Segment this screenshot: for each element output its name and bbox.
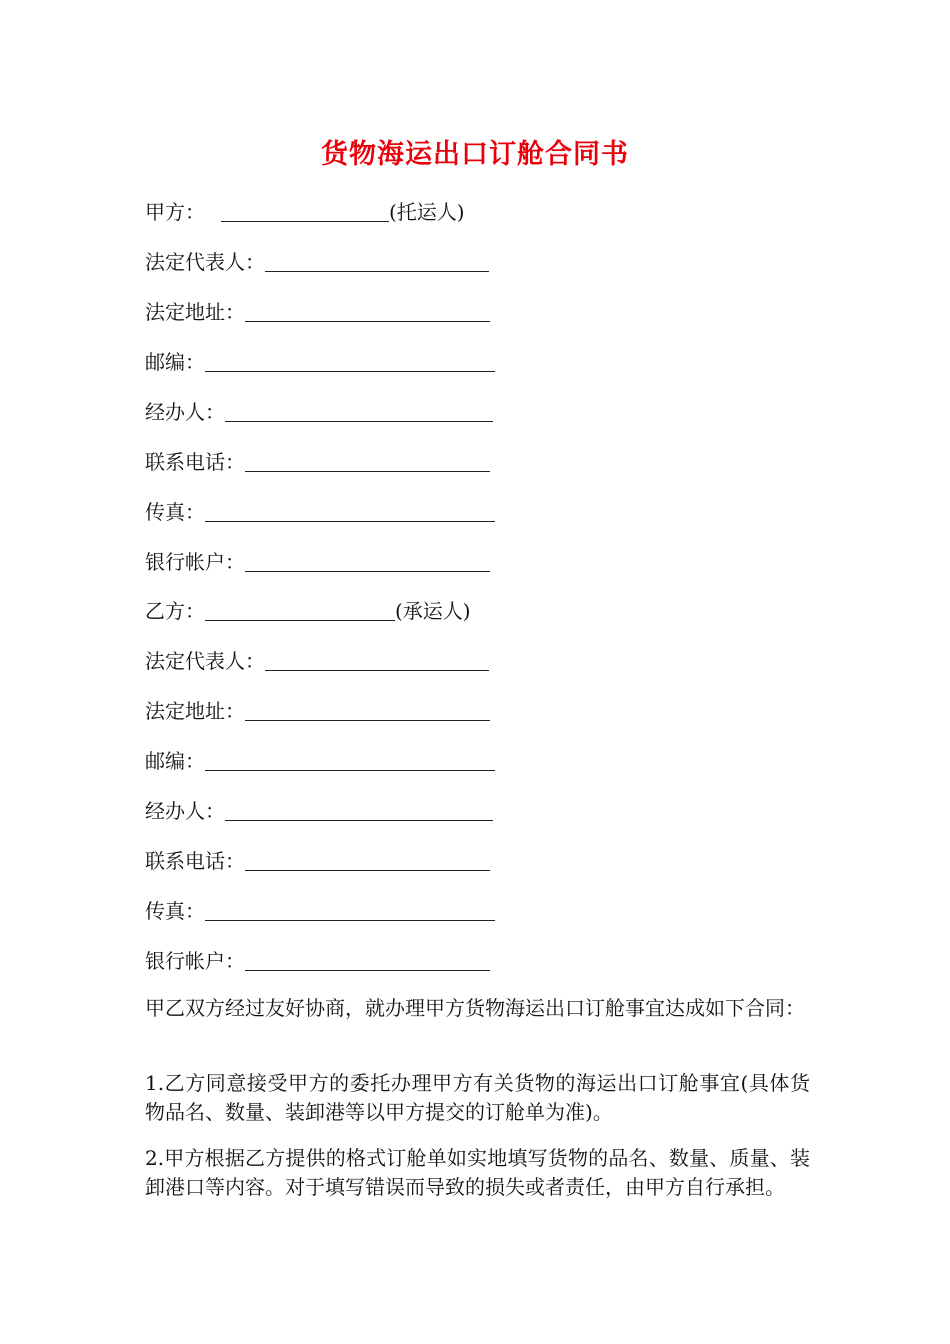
document-title: 货物海运出口订舱合同书 [321, 139, 629, 170]
party-b-address-field [145, 696, 490, 726]
party-a-agent-blank [225, 399, 493, 422]
party-b-agent-label: 经办人： [145, 799, 225, 823]
party-b-agent-blank [225, 798, 493, 821]
party-b-name-field [145, 596, 471, 626]
party-b-address-label: 法定地址： [145, 699, 245, 723]
party-b-phone-blank [245, 848, 490, 871]
party-a-agent-field [145, 397, 493, 427]
party-b-phone-field [145, 846, 490, 876]
party-a-fax-blank [205, 499, 495, 522]
party-a-postcode-blank [205, 349, 495, 372]
party-b-fax-field [145, 896, 495, 926]
party-a-bank-label: 银行帐户： [145, 550, 245, 574]
party-a-bank-field [145, 547, 490, 577]
party-b-postcode-field [145, 746, 495, 776]
party-a-address-label: 法定地址： [145, 300, 245, 324]
party-a-representative-label: 法定代表人： [145, 250, 265, 274]
party-b-name-suffix: (承运人) [395, 599, 471, 623]
party-a-name-blank [221, 199, 389, 222]
party-a-phone-field [145, 447, 490, 477]
party-a-phone-blank [245, 449, 490, 472]
party-b-phone-label: 联系电话： [145, 849, 245, 873]
party-a-postcode-field [145, 347, 495, 377]
party-b-representative-blank [265, 648, 489, 671]
party-a-bank-blank [245, 549, 490, 572]
party-b-representative-field [145, 646, 489, 676]
clause-2: 2.甲方根据乙方提供的格式订舱单如实地填写货物的品名、数量、质量、装卸港口等内容。对于填写错误而导致的损失或者责任，由甲方自行承担。 [145, 1146, 810, 1199]
party-b-postcode-blank [205, 748, 495, 771]
party-b-agent-field [145, 796, 493, 826]
party-b-bank-field [145, 946, 490, 976]
party-a-fax-field [145, 497, 495, 527]
party-b-name-blank [205, 598, 395, 621]
party-b-bank-label: 银行帐户： [145, 949, 245, 973]
party-a-representative-field [145, 247, 489, 277]
party-b-name-label: 乙方： [145, 599, 205, 623]
party-a-name-suffix: (托运人) [389, 200, 465, 224]
party-b-postcode-label: 邮编： [145, 749, 205, 773]
party-a-fax-label: 传真： [145, 500, 205, 524]
party-a-name-field [145, 197, 465, 227]
party-a-address-blank [245, 299, 490, 322]
party-b-address-blank [245, 698, 490, 721]
party-a-address-field [145, 297, 490, 327]
party-a-postcode-label: 邮编： [145, 350, 205, 374]
party-b-bank-blank [245, 948, 490, 971]
clause-1: 1.乙方同意接受甲方的委托办理甲方有关货物的海运出口订舱事宜(具体货物品名、数量、装卸港等以甲方提交的订舱单为准)。 [145, 1071, 810, 1124]
party-a-representative-blank [265, 249, 489, 272]
intro-paragraph: 甲乙双方经过友好协商，就办理甲方货物海运出口订舱事宜达成如下合同： [145, 996, 805, 1020]
party-b-fax-blank [205, 898, 495, 921]
party-b-fax-label: 传真： [145, 899, 205, 923]
party-a-name-label: 甲方： [145, 200, 205, 224]
party-a-phone-label: 联系电话： [145, 450, 245, 474]
party-a-agent-label: 经办人： [145, 400, 225, 424]
party-b-representative-label: 法定代表人： [145, 649, 265, 673]
